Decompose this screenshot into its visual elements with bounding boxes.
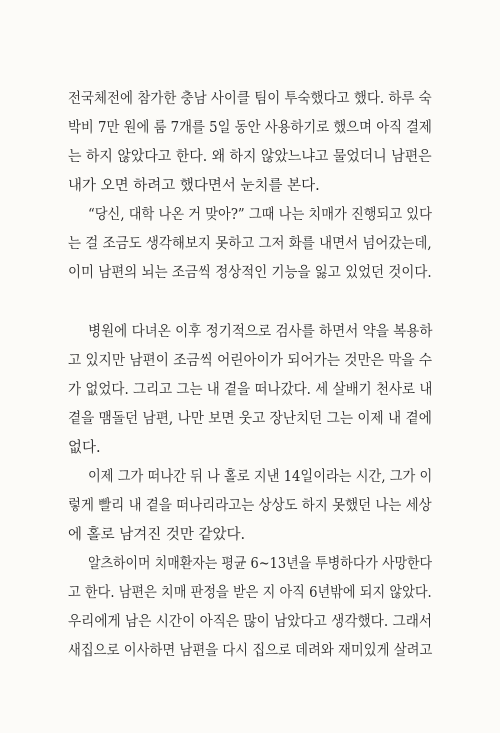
text-line [0, 465, 500, 489]
line-text: 박비 7만 원에 룸 7개를 5일 동안 사용하기로 했으며 아직 결제 [68, 120, 432, 136]
text-line [0, 203, 500, 227]
line-text: 는 걸 조금도 생각해보지 못하고 그저 화를 내면서 넘어갔는데, [68, 236, 432, 252]
line-text: 우리에게 남은 시간이 아직은 많이 남았다고 생각했다. 그래서 [68, 614, 433, 630]
text-line [0, 116, 500, 140]
text-line [0, 436, 500, 460]
text-line [0, 174, 500, 198]
text-line [0, 232, 500, 256]
text-line [0, 610, 500, 634]
text-line [0, 407, 500, 431]
text-line [0, 320, 500, 344]
line-text: 알츠하이머 치매환자는 평균 6~13년을 투병하다가 사망한다 [88, 556, 433, 572]
text-line [0, 639, 500, 663]
text-line [0, 494, 500, 518]
line-text: 가 없었다. 그리고 그는 내 곁을 떠나갔다. 세 살배기 천사로 내 [68, 382, 433, 398]
line-text: “당신, 대학 나온 거 맞아?” 그때 나는 치매가 진행되고 있다 [88, 207, 432, 223]
line-text: 에 홀로 남겨진 것만 같았다. [68, 527, 246, 543]
text-line [0, 523, 500, 547]
line-text: 없다. [68, 440, 101, 456]
line-text: 이제 그가 떠나간 뒤 나 홀로 지낸 14일이라는 시간, 그가 이 [88, 469, 433, 485]
line-text: 렇게 빨리 내 곁을 떠나리라고는 상상도 하지 못했던 나는 세상 [68, 498, 432, 514]
line-text: 내가 오면 하려고 했다면서 눈치를 본다. [68, 178, 320, 194]
text-line [0, 378, 500, 402]
line-text: 고 한다. 남편은 치매 판정을 받은 지 아직 6년밖에 되지 않았다. [68, 585, 432, 601]
text-line [0, 581, 500, 605]
text-line [0, 552, 500, 576]
line-text: 병원에 다녀온 이후 정기적으로 검사를 하면서 약을 복용하 [88, 324, 433, 340]
text-line [0, 261, 500, 285]
text-line [0, 145, 500, 169]
line-text: 고 있지만 남편이 조금씩 어린아이가 되어가는 것만은 막을 수 [68, 353, 433, 369]
text-line [0, 349, 500, 373]
line-text: 는 하지 않았다고 한다. 왜 하지 않았느냐고 물었더니 남편은 [68, 149, 432, 165]
text-line [0, 87, 500, 111]
line-text: 전국체전에 참가한 충남 사이클 팀이 투숙했다고 했다. 하루 숙 [68, 91, 432, 107]
line-text: 곁을 맴돌던 남편, 나만 보면 웃고 장난치던 그는 이제 내 곁에 [68, 411, 432, 427]
line-text: 새집으로 이사하면 남편을 다시 집으로 데려와 재미있게 살려고 [68, 643, 433, 659]
line-text: 이미 남편의 뇌는 조금씩 정상적인 기능을 잃고 있었던 것이다. [68, 265, 432, 281]
